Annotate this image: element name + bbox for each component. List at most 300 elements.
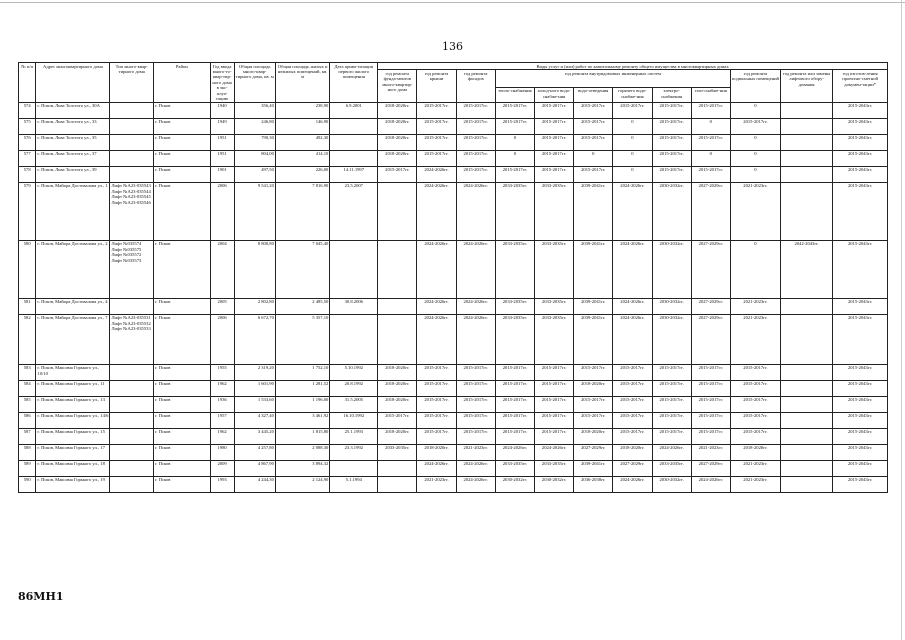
row-facade: 2024-2026гг. — [456, 240, 495, 298]
row-year: 1955 — [210, 364, 234, 380]
row-sewer: 2015-2017гг. — [574, 364, 613, 380]
row-facade: 2015-2017гг. — [456, 166, 495, 182]
row-hot-water: 0 — [613, 118, 652, 134]
row-district: г. Псков — [153, 396, 210, 412]
row-address: г. Псков, Льва Толстого ул., 35 — [36, 134, 110, 150]
header-electric: электро-снабжения — [652, 87, 691, 102]
row-privatization: 30.8.2006 — [330, 298, 378, 314]
row-electric: 2015-2017гг. — [652, 166, 691, 182]
table-row — [19, 102, 888, 118]
row-electric: 2024-2026гг. — [652, 444, 691, 460]
capital-repair-table — [18, 62, 888, 493]
row-cold-water: 2033-2035гг. — [534, 460, 573, 476]
row-heat: 2015-2017гг. — [495, 428, 534, 444]
row-gas: 2015-2017гг. — [691, 166, 730, 182]
row-total-area: 9 541,20 — [234, 182, 275, 240]
row-electric: 2015-2017гг. — [652, 396, 691, 412]
row-electric: 2030-2032гг. — [652, 476, 691, 492]
row-total-area: 2 319,20 — [234, 364, 275, 380]
row-gas: 2027-2029гг. — [691, 314, 730, 364]
row-address: г. Псков, Майора Достовалова ул., 7 — [36, 314, 110, 364]
row-address: г. Псков, Льва Толстого ул., 33 — [36, 118, 110, 134]
row-design-docs: 2015-2043гг. — [833, 428, 888, 444]
row-electric: 2033-2035гг. — [652, 460, 691, 476]
row-foundation: 2015-2017гг. — [378, 412, 417, 428]
row-gas: 2027-2029гг. — [691, 240, 730, 298]
row-cold-water: 2015-2017гг. — [534, 412, 573, 428]
row-house-type — [110, 476, 154, 492]
row-privatization: 16.10.1992 — [330, 412, 378, 428]
row-house-type: Лифт №А23-035531 Лифт №А23-035532 Лифт №А23-035533 — [110, 314, 154, 364]
row-foundation: 2018-2020гг. — [378, 396, 417, 412]
row-number: 586 — [19, 412, 36, 428]
row-design-docs: 2015-2043гг. — [833, 182, 888, 240]
row-facade: 2015-2017гг. — [456, 380, 495, 396]
row-elevator — [780, 364, 832, 380]
row-roof: 2015-2017гг. — [417, 364, 456, 380]
row-facade: 2015-2017гг. — [456, 428, 495, 444]
row-cold-water: 2015-2017гг. — [534, 380, 573, 396]
row-electric: 2015-2017гг. — [652, 428, 691, 444]
row-year: 1957 — [210, 412, 234, 428]
row-privatization — [330, 134, 378, 150]
row-heat: 2024-2026гг. — [495, 444, 534, 460]
row-basement: 2021-2023гг. — [730, 182, 780, 240]
row-year: 1951 — [210, 150, 234, 166]
row-electric: 2030-2032гг. — [652, 298, 691, 314]
row-electric: 2015-2017гг. — [652, 412, 691, 428]
header-district: Район — [153, 63, 210, 103]
row-cold-water: 2015-2017гг. — [534, 134, 573, 150]
row-design-docs: 2015-2043гг. — [833, 380, 888, 396]
row-foundation — [378, 460, 417, 476]
row-roof: 2015-2017гг. — [417, 150, 456, 166]
row-heat: 2015-2017гг. — [495, 396, 534, 412]
header-address: Адрес многоквартирного дома — [36, 63, 110, 103]
row-foundation: 2033-2035гг. — [378, 444, 417, 460]
row-living-area: 2 088,30 — [275, 444, 329, 460]
row-gas: 2015-2017гг. — [691, 364, 730, 380]
row-electric: 2015-2017гг. — [652, 134, 691, 150]
row-facade: 2024-2026гг. — [456, 298, 495, 314]
row-basement: 0 — [730, 134, 780, 150]
row-cold-water: 2024-2026гг. — [534, 444, 573, 460]
row-design-docs: 2015-2043гг. — [833, 118, 888, 134]
row-house-type — [110, 364, 154, 380]
row-foundation: 2018-2020гг. — [378, 428, 417, 444]
row-heat: 2030-2032гг. — [495, 476, 534, 492]
row-year: 1962 — [210, 428, 234, 444]
header-facade: год ремонта фасадов — [456, 70, 495, 102]
row-gas: 0 — [691, 150, 730, 166]
row-hot-water: 2024-2026гг. — [613, 314, 652, 364]
scan-edge-line — [0, 2, 905, 3]
row-living-area: 7 816,90 — [275, 182, 329, 240]
row-number: 583 — [19, 364, 36, 380]
row-roof: 2018-2020гг. — [417, 444, 456, 460]
row-heat: 2033-2035гг. — [495, 314, 534, 364]
row-district: г. Псков — [153, 314, 210, 364]
row-foundation — [378, 182, 417, 240]
row-house-type — [110, 444, 154, 460]
row-facade: 2015-2017гг. — [456, 118, 495, 134]
row-elevator — [780, 476, 832, 492]
row-electric: 2030-2032гг. — [652, 182, 691, 240]
row-number: 587 — [19, 428, 36, 444]
header-type: Тип много-квар-тирного дома — [110, 63, 154, 103]
row-electric: 2015-2017гг. — [652, 150, 691, 166]
row-gas: 2015-2017гг. — [691, 412, 730, 428]
scan-right-edge — [901, 0, 902, 640]
table-row — [19, 182, 888, 240]
table-header — [19, 63, 888, 103]
row-number: 589 — [19, 460, 36, 476]
row-elevator — [780, 298, 832, 314]
row-elevator — [780, 134, 832, 150]
row-gas: 2015-2017гг. — [691, 380, 730, 396]
row-total-area: 790,30 — [234, 134, 275, 150]
row-year: 1940 — [210, 102, 234, 118]
row-sewer: 2039-2041гг. — [574, 182, 613, 240]
row-elevator — [780, 150, 832, 166]
row-foundation: 2018-2020гг. — [378, 118, 417, 134]
row-design-docs: 2015-2043гг. — [833, 102, 888, 118]
row-number: 575 — [19, 118, 36, 134]
table-row — [19, 476, 888, 492]
row-foundation — [378, 314, 417, 364]
header-total-area: Общая площадь много-квар-тирного дома, кв. м — [234, 63, 275, 103]
row-privatization: 6.9.2001 — [330, 102, 378, 118]
row-electric: 2015-2017гг. — [652, 118, 691, 134]
row-living-area: 2 124,90 — [275, 476, 329, 492]
row-elevator — [780, 118, 832, 134]
row-facade: 2015-2017гг. — [456, 364, 495, 380]
row-roof: 2024-2026гг. — [417, 314, 456, 364]
row-house-type — [110, 380, 154, 396]
row-gas: 2015-2017гг. — [691, 428, 730, 444]
row-foundation: 2015-2017гг. — [378, 166, 417, 182]
header-roof: год ремонта крыши — [417, 70, 456, 102]
row-basement: 2021-2023гг. — [730, 314, 780, 364]
row-privatization: 5.10.1992 — [330, 364, 378, 380]
row-sewer: 2015-2017гг. — [574, 102, 613, 118]
row-living-area: 1 281,52 — [275, 380, 329, 396]
row-roof: 2015-2017гг. — [417, 428, 456, 444]
row-basement: 0 — [730, 150, 780, 166]
row-roof: 2021-2023гг. — [417, 476, 456, 492]
row-year: 1951 — [210, 134, 234, 150]
row-cold-water: 2015-2017гг. — [534, 150, 573, 166]
row-basement: 2015-2017гг. — [730, 118, 780, 134]
header-number: № п/п — [19, 63, 36, 103]
row-roof: 2024-2026гг. — [417, 460, 456, 476]
row-facade: 2015-2017гг. — [456, 412, 495, 428]
row-address: г. Псков, Максима Горького ул., 15 — [36, 428, 110, 444]
row-heat: 2015-2017гг. — [495, 380, 534, 396]
row-address: г. Псков, Майора Достовалова ул., 2 — [36, 240, 110, 298]
row-elevator — [780, 428, 832, 444]
row-hot-water: 2015-2017гг. — [613, 412, 652, 428]
row-hot-water: 2015-2017гг. — [613, 380, 652, 396]
page-number: 136 — [442, 40, 463, 53]
row-basement: 2015-2017гг. — [730, 412, 780, 428]
row-design-docs: 2015-2043гг. — [833, 476, 888, 492]
row-gas: 2015-2017гг. — [691, 134, 730, 150]
header-gas: газо-снабже-ния — [691, 87, 730, 102]
row-number: 585 — [19, 396, 36, 412]
row-house-type — [110, 166, 154, 182]
row-heat: 0 — [495, 134, 534, 150]
row-year: 2005 — [210, 298, 234, 314]
row-total-area: 1 533,60 — [234, 396, 275, 412]
row-living-area: 238,90 — [275, 102, 329, 118]
table-row — [19, 428, 888, 444]
row-address: г. Псков, Максима Горького ул., 19 — [36, 476, 110, 492]
row-roof: 2024-2026гг. — [417, 166, 456, 182]
row-basement: 2015-2017гг. — [730, 396, 780, 412]
row-district: г. Псков — [153, 476, 210, 492]
row-cold-water: 2033-2035гг. — [534, 314, 573, 364]
row-house-type — [110, 118, 154, 134]
row-elevator — [780, 380, 832, 396]
row-privatization: 20.8.1992 — [330, 380, 378, 396]
row-sewer: 2015-2017гг. — [574, 134, 613, 150]
row-basement: 2015-2017гг. — [730, 380, 780, 396]
header-cold-water: холод-ного водо-снабже-ния — [534, 87, 573, 102]
row-gas: 2027-2029гг. — [691, 460, 730, 476]
row-sewer: 2015-2017гг. — [574, 166, 613, 182]
header-works-group: Виды услуг и (или) работ по капитальному ремонту общего имущества в многоквартирных домах — [378, 63, 888, 70]
row-number: 580 — [19, 240, 36, 298]
row-house-type — [110, 134, 154, 150]
row-design-docs: 2015-2043гг. — [833, 134, 888, 150]
row-hot-water: 0 — [613, 150, 652, 166]
row-district: г. Псков — [153, 102, 210, 118]
row-district: г. Псков — [153, 134, 210, 150]
row-sewer: 2015-2017гг. — [574, 412, 613, 428]
row-number: 579 — [19, 182, 36, 240]
table-row — [19, 166, 888, 182]
row-district: г. Псков — [153, 298, 210, 314]
row-heat: 2033-2035гг. — [495, 298, 534, 314]
row-electric: 2030-2032гг. — [652, 240, 691, 298]
row-facade: 2024-2026гг. — [456, 182, 495, 240]
row-facade: 2015-2017гг. — [456, 134, 495, 150]
row-district: г. Псков — [153, 182, 210, 240]
row-elevator — [780, 102, 832, 118]
row-basement: 2021-2023гг. — [730, 476, 780, 492]
row-district: г. Псков — [153, 428, 210, 444]
row-design-docs: 2015-2043гг. — [833, 298, 888, 314]
row-hot-water: 2015-2017гг. — [613, 428, 652, 444]
row-design-docs: 2015-2043гг. — [833, 444, 888, 460]
row-living-area: 3 894,32 — [275, 460, 329, 476]
row-cold-water: 2015-2017гг. — [534, 118, 573, 134]
row-roof: 2015-2017гг. — [417, 102, 456, 118]
row-address: г. Псков, Льва Толстого ул., 30А — [36, 102, 110, 118]
row-elevator — [780, 166, 832, 182]
row-total-area: 356,40 — [234, 102, 275, 118]
row-design-docs: 2015-2043гг. — [833, 396, 888, 412]
header-heat: тепло-снабжения — [495, 87, 534, 102]
row-gas: 2027-2029гг. — [691, 182, 730, 240]
row-roof: 2015-2017гг. — [417, 380, 456, 396]
row-facade: 2024-2026гг. — [456, 460, 495, 476]
row-cold-water: 2015-2017гг. — [534, 166, 573, 182]
row-number: 577 — [19, 150, 36, 166]
row-facade: 2015-2017гг. — [456, 102, 495, 118]
sheet-code: 86МН1 — [18, 590, 64, 603]
row-heat: 2015-2017гг. — [495, 118, 534, 134]
row-heat: 2033-2035гг. — [495, 182, 534, 240]
row-foundation: 2018-2020гг. — [378, 364, 417, 380]
row-elevator — [780, 444, 832, 460]
row-sewer: 2036-2038гг. — [574, 476, 613, 492]
row-living-area: 226,00 — [275, 166, 329, 182]
row-basement: 0 — [730, 166, 780, 182]
row-year: 1901 — [210, 166, 234, 182]
row-gas: 0 — [691, 118, 730, 134]
header-living-area: Общая площадь жилых и нежилых помещений, кв. м — [275, 63, 329, 103]
row-living-area: 1 815,80 — [275, 428, 329, 444]
row-design-docs: 2015-2043гг. — [833, 166, 888, 182]
row-hot-water: 0 — [613, 134, 652, 150]
row-privatization — [330, 314, 378, 364]
row-year: 1962 — [210, 380, 234, 396]
row-cold-water: 2015-2017гг. — [534, 396, 573, 412]
table-row — [19, 298, 888, 314]
row-privatization: 31.5.2005 — [330, 396, 378, 412]
row-foundation — [378, 476, 417, 492]
row-privatization: 23.3.1992 — [330, 444, 378, 460]
row-year: 1936 — [210, 396, 234, 412]
row-elevator — [780, 396, 832, 412]
row-gas: 2021-2023гг. — [691, 444, 730, 460]
row-living-area: 7 045,40 — [275, 240, 329, 298]
row-design-docs: 2015-2043гг. — [833, 412, 888, 428]
row-house-type: Лифт №035574 Лифт №035575 Лифт №035572 Лифт №035573 — [110, 240, 154, 298]
row-sewer: 2039-2041гг. — [574, 240, 613, 298]
row-privatization — [330, 460, 378, 476]
row-cold-water: 2015-2017гг. — [534, 364, 573, 380]
table-row — [19, 240, 888, 298]
row-district: г. Псков — [153, 118, 210, 134]
row-living-area: 1 752,10 — [275, 364, 329, 380]
row-hot-water: 2015-2017гг. — [613, 102, 652, 118]
row-facade: 2015-2017гг. — [456, 150, 495, 166]
row-facade: 2021-2023гг. — [456, 444, 495, 460]
row-cold-water: 2033-2035гг. — [534, 182, 573, 240]
row-year: 1993 — [210, 476, 234, 492]
row-number: 584 — [19, 380, 36, 396]
row-living-area: 5 357,10 — [275, 314, 329, 364]
table-row — [19, 380, 888, 396]
row-cold-water: 2033-2035гг. — [534, 298, 573, 314]
row-sewer: 2018-2020гг. — [574, 380, 613, 396]
row-living-area: 3 461,92 — [275, 412, 329, 428]
row-total-area: 8 800,80 — [234, 240, 275, 298]
row-address: г. Псков, Максима Горького ул., 11 — [36, 380, 110, 396]
row-facade: 2024-2026гг. — [456, 476, 495, 492]
table-row — [19, 412, 888, 428]
row-design-docs: 2015-2043гг. — [833, 314, 888, 364]
row-district: г. Псков — [153, 240, 210, 298]
row-total-area: 4 327,40 — [234, 412, 275, 428]
row-house-type — [110, 298, 154, 314]
row-basement: 2021-2023гг. — [730, 460, 780, 476]
row-address: г. Псков, Максима Горького ул., 17 — [36, 444, 110, 460]
row-facade: 2015-2017гг. — [456, 396, 495, 412]
row-house-type — [110, 102, 154, 118]
row-elevator: 2042-2043гг. — [780, 240, 832, 298]
table-row — [19, 444, 888, 460]
row-house-type — [110, 428, 154, 444]
row-elevator — [780, 460, 832, 476]
row-address: г. Псков, Майора Достовалова ул., 1 — [36, 182, 110, 240]
row-roof: 2015-2017гг. — [417, 412, 456, 428]
row-elevator — [780, 182, 832, 240]
header-hot-water: горячего водо-снабже-ния — [613, 87, 652, 102]
table-row — [19, 396, 888, 412]
row-heat: 2033-2035гг. — [495, 240, 534, 298]
row-cold-water: 2015-2017гг. — [534, 428, 573, 444]
row-number: 578 — [19, 166, 36, 182]
row-district: г. Псков — [153, 166, 210, 182]
row-privatization: 23.5.2007 — [330, 182, 378, 240]
row-elevator — [780, 314, 832, 364]
row-sewer: 2039-2041гг. — [574, 298, 613, 314]
row-foundation — [378, 298, 417, 314]
row-basement: 2021-2023гг. — [730, 298, 780, 314]
row-hot-water: 2024-2026гг. — [613, 240, 652, 298]
row-total-area: 3 445,20 — [234, 428, 275, 444]
row-heat: 0 — [495, 150, 534, 166]
row-basement: 0 — [730, 102, 780, 118]
row-electric: 2015-2017гг. — [652, 102, 691, 118]
row-living-area: 414,10 — [275, 150, 329, 166]
row-cold-water: 2030-2032гг. — [534, 476, 573, 492]
row-year: 2006 — [210, 314, 234, 364]
header-design-docs: год изготов-ления проектно-сметной докумен-тации* — [833, 70, 888, 102]
row-living-area: 1 196,00 — [275, 396, 329, 412]
row-gas: 2024-2026гг. — [691, 476, 730, 492]
row-house-type: Лифт №А23-035543 Лифт №А23-035544 Лифт №А23-035545 Лифт №А23-035546 — [110, 182, 154, 240]
row-electric: 2015-2017гг. — [652, 380, 691, 396]
header-basement: год ремонта подвальных помещений — [730, 70, 780, 102]
row-roof: 2015-2017гг. — [417, 134, 456, 150]
row-address: г. Псков, Максима Горького ул., 13 — [36, 396, 110, 412]
row-sewer: 0 — [574, 150, 613, 166]
row-number: 588 — [19, 444, 36, 460]
row-electric: 2030-2032гг. — [652, 314, 691, 364]
row-number: 582 — [19, 314, 36, 364]
table-row — [19, 134, 888, 150]
row-sewer: 2039-2041гг. — [574, 460, 613, 476]
row-sewer: 2039-2041гг. — [574, 314, 613, 364]
row-basement: 2015-2017гг. — [730, 428, 780, 444]
row-heat: 2033-2035гг. — [495, 460, 534, 476]
row-hot-water: 2024-2026гг. — [613, 476, 652, 492]
row-house-type — [110, 412, 154, 428]
row-roof: 2015-2017гг. — [417, 118, 456, 134]
header-elevator: год ремонта или замены лифтового обору-дования — [780, 70, 832, 102]
table-body — [19, 102, 888, 492]
row-number: 576 — [19, 134, 36, 150]
row-privatization — [330, 118, 378, 134]
row-roof: 2024-2026гг. — [417, 240, 456, 298]
row-total-area: 246,80 — [234, 118, 275, 134]
row-total-area: 497,50 — [234, 166, 275, 182]
